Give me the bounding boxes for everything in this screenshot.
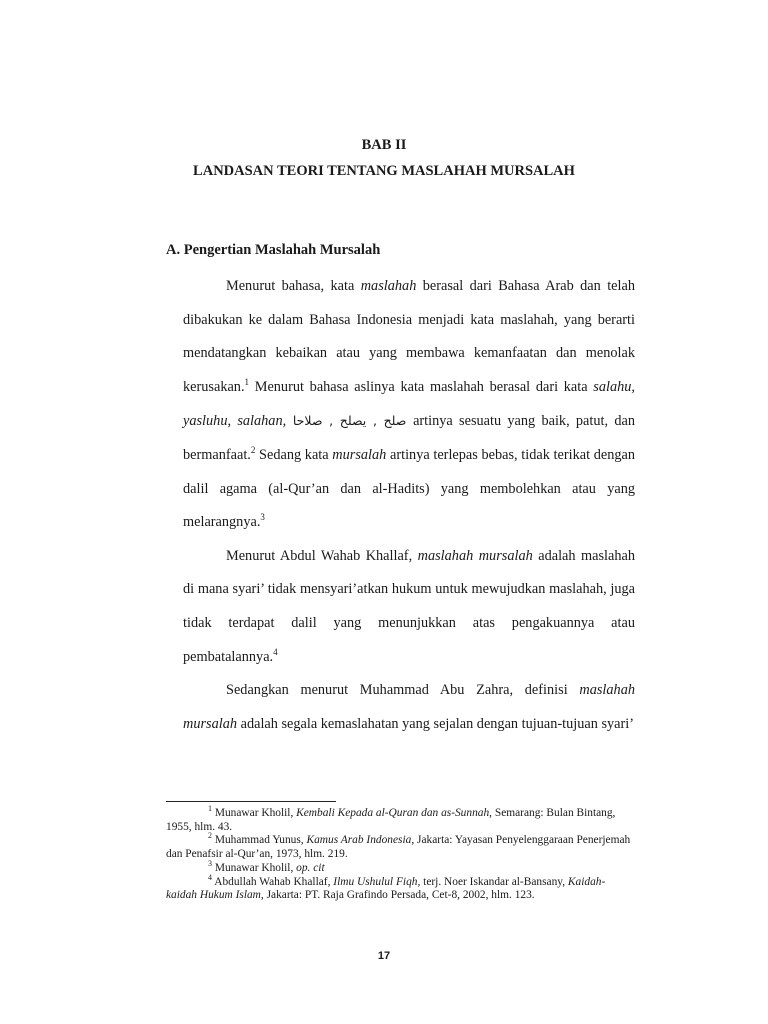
p1-text-1: Menurut bahasa, kata — [226, 278, 361, 294]
footnote-separator — [166, 801, 336, 802]
footnote-text: Munawar Kholil, — [212, 807, 297, 819]
footnote-text: Munawar Kholil, — [212, 861, 297, 874]
section-heading: A. Pengertian Maslahah Mursalah — [166, 242, 381, 258]
footnote-book-title: op. cit — [296, 861, 325, 874]
footnote-text: Muhammad Yunus, — [212, 834, 307, 847]
chapter-title: LANDASAN TEORI TENTANG MASLAHAH MURSALAH — [193, 163, 575, 179]
footnote-text: Jakarta: PT. Raja Grafindo Persada, Cet-8, 2002, hlm. 123. — [263, 889, 535, 902]
footnote-number: 2 — [208, 831, 212, 841]
body-text — [183, 270, 635, 741]
footnote-translation-title: Kaidah-kaidah Hukum Islam, — [166, 875, 606, 902]
footnote-2 — [166, 831, 636, 861]
footnote-text: , Semarang: Bulan Bintang, 1955, hlm. 43. — [166, 807, 616, 833]
p1-text-6: artinya terlepas bebas, tidak terikat dengan dalil agama (al-Qur’an dan al-Hadits) yang membolehkan atau yang melarangnya. — [183, 446, 636, 531]
paragraph-2 — [183, 540, 635, 674]
p1-term-maslahah: maslahah — [360, 278, 417, 294]
p1-text-3: Menurut bahasa aslinya kata maslahah berasal dari kata — [249, 378, 594, 395]
footnote-number: 4 — [208, 872, 212, 882]
p2-text-2: adalah maslahah di mana syari’ tidak mensyari’atkan hukum untuk mewujudkan maslahah, juga tidak terdapat dalil yang menunjukkan atas pengakuannya atau pembatalannya. — [183, 547, 636, 665]
p3-text-1: Sedangkan menurut Muhammad Abu Zahra, definisi — [226, 682, 580, 699]
footnote-text: , Jakarta: Yayasan Penyelenggaraan Penerjemah dan Penafsir al-Qur’an, 1973, hlm. 219. — [166, 834, 631, 861]
footnote-book-title: Ilmu Ushulul Fiqh, — [333, 875, 421, 888]
p2-text-1: Menurut Abdul Wahab Khallaf, — [226, 547, 418, 564]
p3-text-2: adalah segala kemaslahatan yang sejalan dengan tujuan-tujuan syari’ — [237, 715, 635, 732]
footnote-number: 3 — [208, 859, 212, 869]
p1-term-mursalah: mursalah — [332, 446, 387, 463]
footnote-book-title: Kembali Kepada al-Quran dan as-Sunnah — [296, 807, 490, 819]
p1-text-4: artinya sesuatu yang baik, patut, dan bermanfaat. — [183, 413, 635, 463]
paragraph-3 — [183, 674, 635, 741]
paragraph-1 — [183, 270, 635, 540]
footnote-book-title: Kamus Arab Indonesia — [306, 834, 412, 847]
p3-term-maslahah-mursalah: maslahah mursalah — [183, 682, 635, 732]
footnote-4 — [166, 872, 636, 903]
footnote-ref-2[interactable]: 2 — [250, 445, 256, 456]
footnote-1 — [166, 804, 636, 834]
footnote-ref-3[interactable]: 3 — [260, 512, 265, 523]
page-number: 17 — [377, 950, 391, 962]
p1-text-2: berasal dari Bahasa Arab dan telah dibakukan ke dalam Bahasa Indonesia menjadi kata maslahah, yang berarti mendatangkan kebaikan atau yang membawa kemanfaatan dan menolak kerusakan. — [183, 278, 635, 395]
footnote-3 — [166, 859, 636, 876]
footnote-ref-4[interactable]: 4 — [273, 646, 278, 657]
p1-text-5: Sedang kata — [255, 446, 333, 463]
footnotes — [166, 804, 636, 903]
footnote-ref-1[interactable]: 1 — [244, 377, 250, 388]
footnote-number: 1 — [208, 804, 212, 814]
chapter-number: BAB II — [361, 137, 407, 153]
p1-arabic-words: صلح , يصلح , صلاحا — [286, 413, 414, 429]
p2-term-maslahah-mursalah: maslahah mursalah — [417, 547, 533, 564]
p1-term-salahu: salahu, yasluhu, salahan, — [183, 378, 635, 430]
footnote-text: terj. Noer Iskandar al-Bansany, — [420, 875, 568, 888]
footnote-text: Abdullah Wahab Khallaf, — [212, 875, 334, 888]
